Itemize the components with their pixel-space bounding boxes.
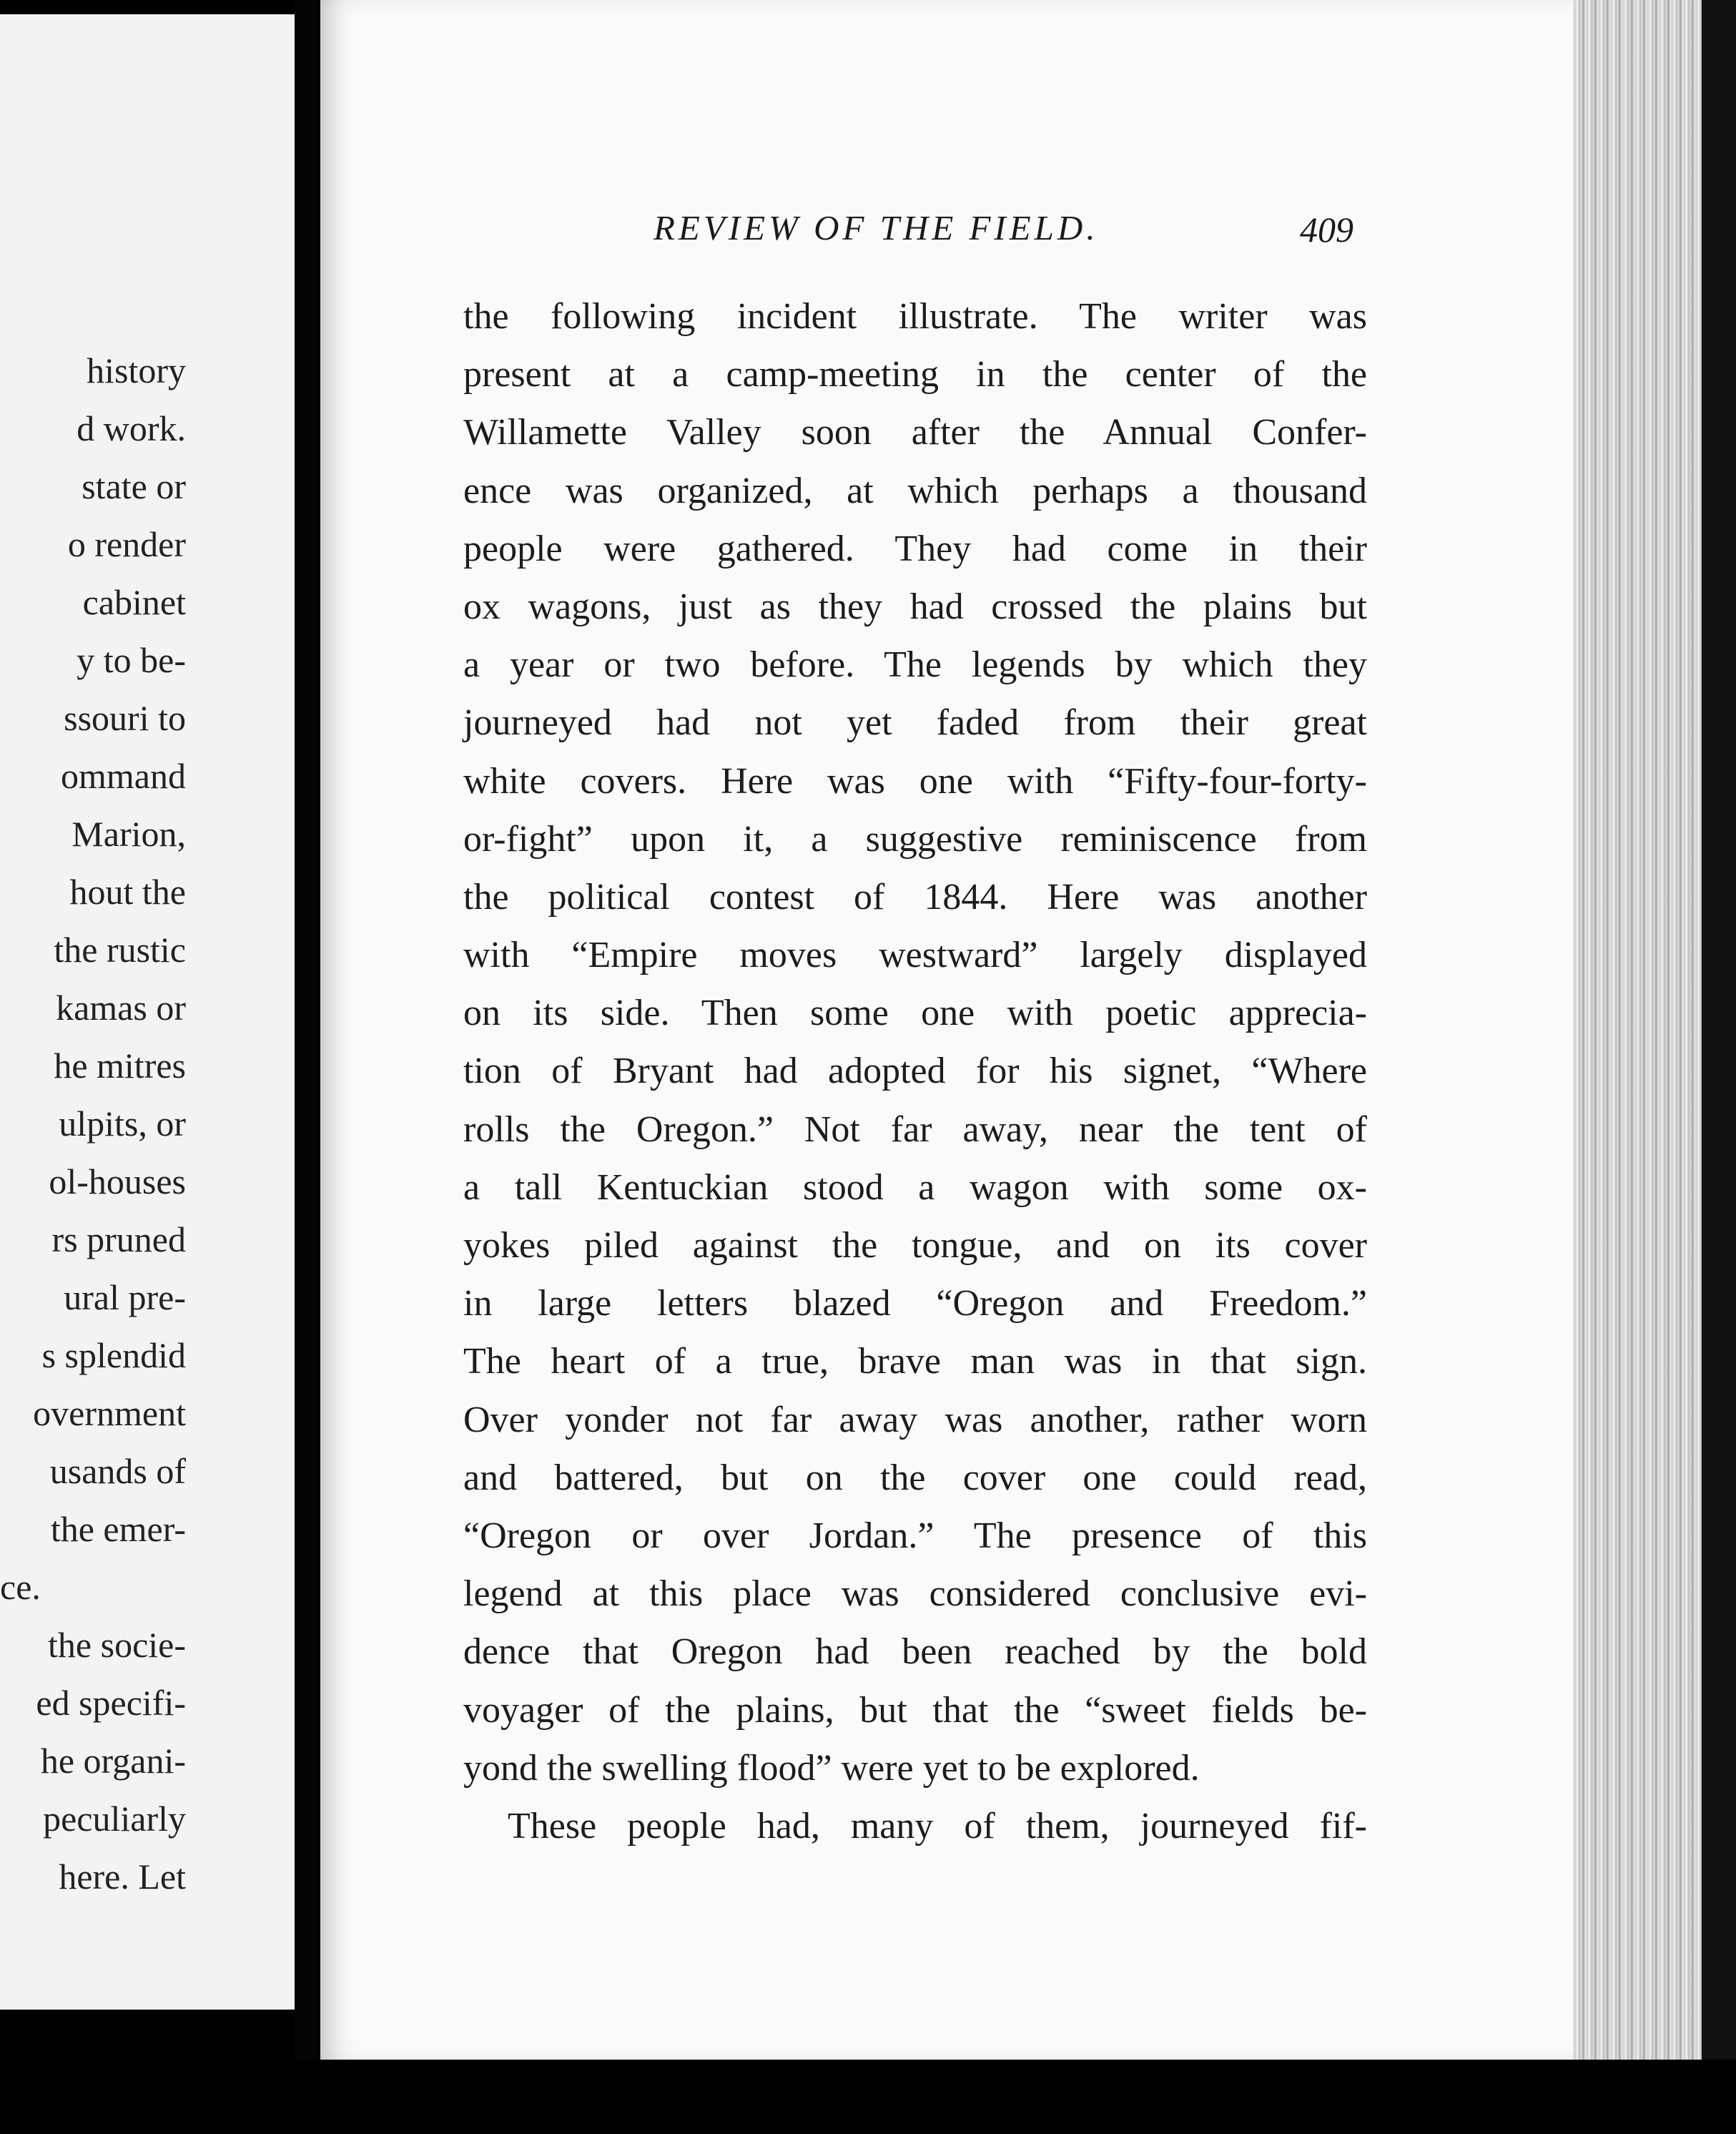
- left-line: ural pre-: [64, 1277, 186, 1317]
- left-line: peculiarly: [43, 1799, 186, 1839]
- left-line: kamas or: [56, 988, 186, 1028]
- left-line: d work.: [77, 408, 186, 448]
- running-head: REVIEW OF THE FIELD.: [654, 208, 1099, 247]
- text-line: yond the swelling flood” were yet to be explored.: [463, 1747, 1200, 1789]
- page-number: 409: [1300, 210, 1353, 250]
- body-text: [463, 287, 1367, 1855]
- text-line: legend at this place was considered conclusive evi-: [463, 1573, 1367, 1615]
- text-line: Over yonder not far away was another, rather worn: [463, 1399, 1367, 1440]
- text-line: and battered, but on the cover one could read,: [463, 1457, 1367, 1498]
- left-line: cabinet: [82, 582, 186, 622]
- left-line: ed specifi-: [36, 1683, 186, 1723]
- left-line: s splendid: [41, 1335, 186, 1375]
- left-line: ssouri to: [64, 698, 186, 738]
- text-line: the following incident illustrate. The writer was: [463, 296, 1367, 337]
- left-line: Marion,: [71, 814, 186, 854]
- left-line: state or: [82, 466, 186, 506]
- left-line: rs pruned: [51, 1219, 186, 1259]
- left-line: he organi-: [40, 1741, 186, 1781]
- text-line: Willamette Valley soon after the Annual Confer-: [463, 412, 1367, 453]
- text-line: with “Empire moves westward” largely displayed: [463, 935, 1367, 976]
- left-line: he mitres: [54, 1046, 186, 1086]
- text-line: white covers. Here was one with “Fifty-four-forty-: [463, 760, 1367, 802]
- text-line: people were gathered. They had come in their: [463, 528, 1367, 569]
- text-line: ox wagons, just as they had crossed the plains but: [463, 586, 1367, 627]
- left-line: here. Let: [59, 1857, 186, 1897]
- text-line: voyager of the plains, but that the “sweet fields be-: [463, 1689, 1367, 1731]
- left-line: the emer-: [50, 1509, 186, 1549]
- text-line: dence that Oregon had been reached by the bold: [463, 1631, 1367, 1673]
- left-line: ce.: [0, 1567, 41, 1607]
- book-gutter: [295, 0, 320, 2134]
- left-line: ulpits, or: [59, 1103, 186, 1144]
- page-edges: [1573, 0, 1702, 2067]
- text-line: “Oregon or over Jordan.” The presence of this: [463, 1515, 1367, 1556]
- left-line: usands of: [49, 1451, 186, 1491]
- left-line: y to be-: [77, 640, 186, 680]
- text-line: tion of Bryant had adopted for his signet, “Where: [463, 1051, 1367, 1092]
- left-page: [0, 14, 295, 2010]
- text-line: a year or two before. The legends by which they: [463, 644, 1367, 686]
- left-line: o render: [67, 524, 186, 564]
- left-page-text: [0, 342, 186, 1906]
- text-line: in large letters blazed “Oregon and Freedom.”: [463, 1283, 1367, 1324]
- text-line: the political contest of 1844. Here was another: [463, 876, 1367, 918]
- text-line: ence was organized, at which perhaps a thousand: [463, 470, 1367, 511]
- text-line: rolls the Oregon.” Not far away, near the tent of: [463, 1108, 1367, 1150]
- left-line: the socie-: [48, 1625, 186, 1665]
- left-line: ommand: [61, 756, 186, 796]
- left-line: history: [87, 350, 186, 390]
- text-line: on its side. Then some one with poetic apprecia-: [463, 993, 1367, 1034]
- paragraph-start-line: These people had, many of them, journeyed fif-: [508, 1805, 1367, 1847]
- text-line: journeyed had not yet faded from their great: [463, 702, 1367, 744]
- left-line: ol-houses: [49, 1161, 186, 1201]
- text-line: or-fight” upon it, a suggestive reminiscence from: [463, 818, 1367, 860]
- book-edge-shadow: [1702, 0, 1736, 2134]
- text-line: yokes piled against the tongue, and on its cover: [463, 1225, 1367, 1266]
- scan-bottom-border: [0, 2060, 1736, 2134]
- text-line: present at a camp-meeting in the center of the: [463, 354, 1367, 395]
- left-line: hout the: [69, 872, 186, 912]
- left-line: overnment: [33, 1393, 186, 1433]
- text-line: The heart of a true, brave man was in that sign.: [463, 1341, 1367, 1382]
- text-line: a tall Kentuckian stood a wagon with some ox-: [463, 1166, 1367, 1208]
- left-line: the rustic: [54, 930, 186, 970]
